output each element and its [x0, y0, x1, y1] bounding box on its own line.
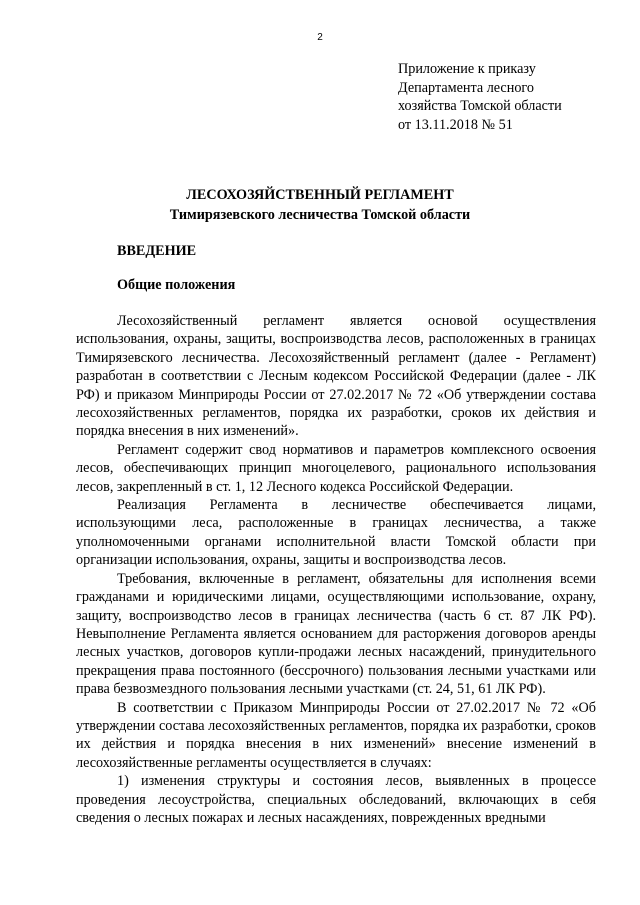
document-title: ЛЕСОХОЗЯЙСТВЕННЫЙ РЕГЛАМЕНТ [186, 187, 454, 203]
appendix-line: хозяйства Томской области [398, 98, 562, 114]
paragraph: 1) изменения структуры и состояния лесов, выявленных в процессе проведения лесоустройства, специальных обследований, включающих в себя сведения о лесных пожарах и лесных насаждениях, поврежденных вредными [76, 773, 596, 826]
body-text [76, 312, 596, 827]
paragraph: В соответствии с Приказом Минприроды России от 27.02.2017 № 72 «Об утверждении состава лесохозяйственных регламентов, порядка их разработки, сроков их действия и порядка внесения в них изменений» внесение изменений в лесохозяйственные регламенты осуществляется в случаях: [76, 699, 596, 771]
appendix-line: от 13.11.2018 № 51 [398, 116, 513, 133]
section-heading: ВВЕДЕНИЕ [117, 243, 197, 259]
page-number: 2 [317, 32, 323, 43]
subsection-heading: Общие положения [117, 277, 236, 293]
appendix-note [398, 60, 618, 134]
paragraph: Лесохозяйственный регламент является основой осуществления использования, охраны, защиты, воспроизводства лесов, расположенных в границах Тимирязевского лесничества. Лесохозяйственный регламент (далее - Регламент) разработан в соответствии с Лесным кодексом Российской Федерации (далее - ЛК РФ) и приказом Минприроды России от 27.02.2017 № 72 «Об утверждении состава лесохозяйственных регламентов, порядка их разработки, сроков их действия и порядка внесения в них изменений». [76, 313, 596, 440]
appendix-line: Приложение к приказу [398, 61, 536, 77]
paragraph: Реализация Регламента в лесничестве обеспечивается лицами, использующими леса, расположенные в границах лесничества, а также уполномоченными органами исполнительной власти Томской области при организации использования, охраны, защиты и воспроизводства лесов. [76, 497, 596, 569]
document-subtitle: Тимирязевского лесничества Томской области [169, 207, 471, 223]
appendix-line: Департамента лесного [398, 79, 534, 96]
paragraph: Требования, включенные в регламент, обязательны для исполнения всеми гражданами и юридическими лицами, осуществляющими использование, охрану, защиту, воспроизводство лесов в границах лесничества (часть 6 ст. 87 ЛК РФ). Невыполнение Регламента является основанием для расторжения договоров аренды лесных участков, договоров купли-продажи лесных насаждений, принудительного прекращения права постоянного (бессрочного) пользования лесными участками или права безвозмездного пользования лесными участками (ст. 24, 51, 61 ЛК РФ). [76, 570, 596, 698]
paragraph: Регламент содержит свод нормативов и параметров комплексного освоения лесов, обеспечивающих принцип многоцелевого, рационального использования лесов, закрепленный в ст. 1, 12 Лесного кодекса Российской Федерации. [76, 441, 596, 495]
